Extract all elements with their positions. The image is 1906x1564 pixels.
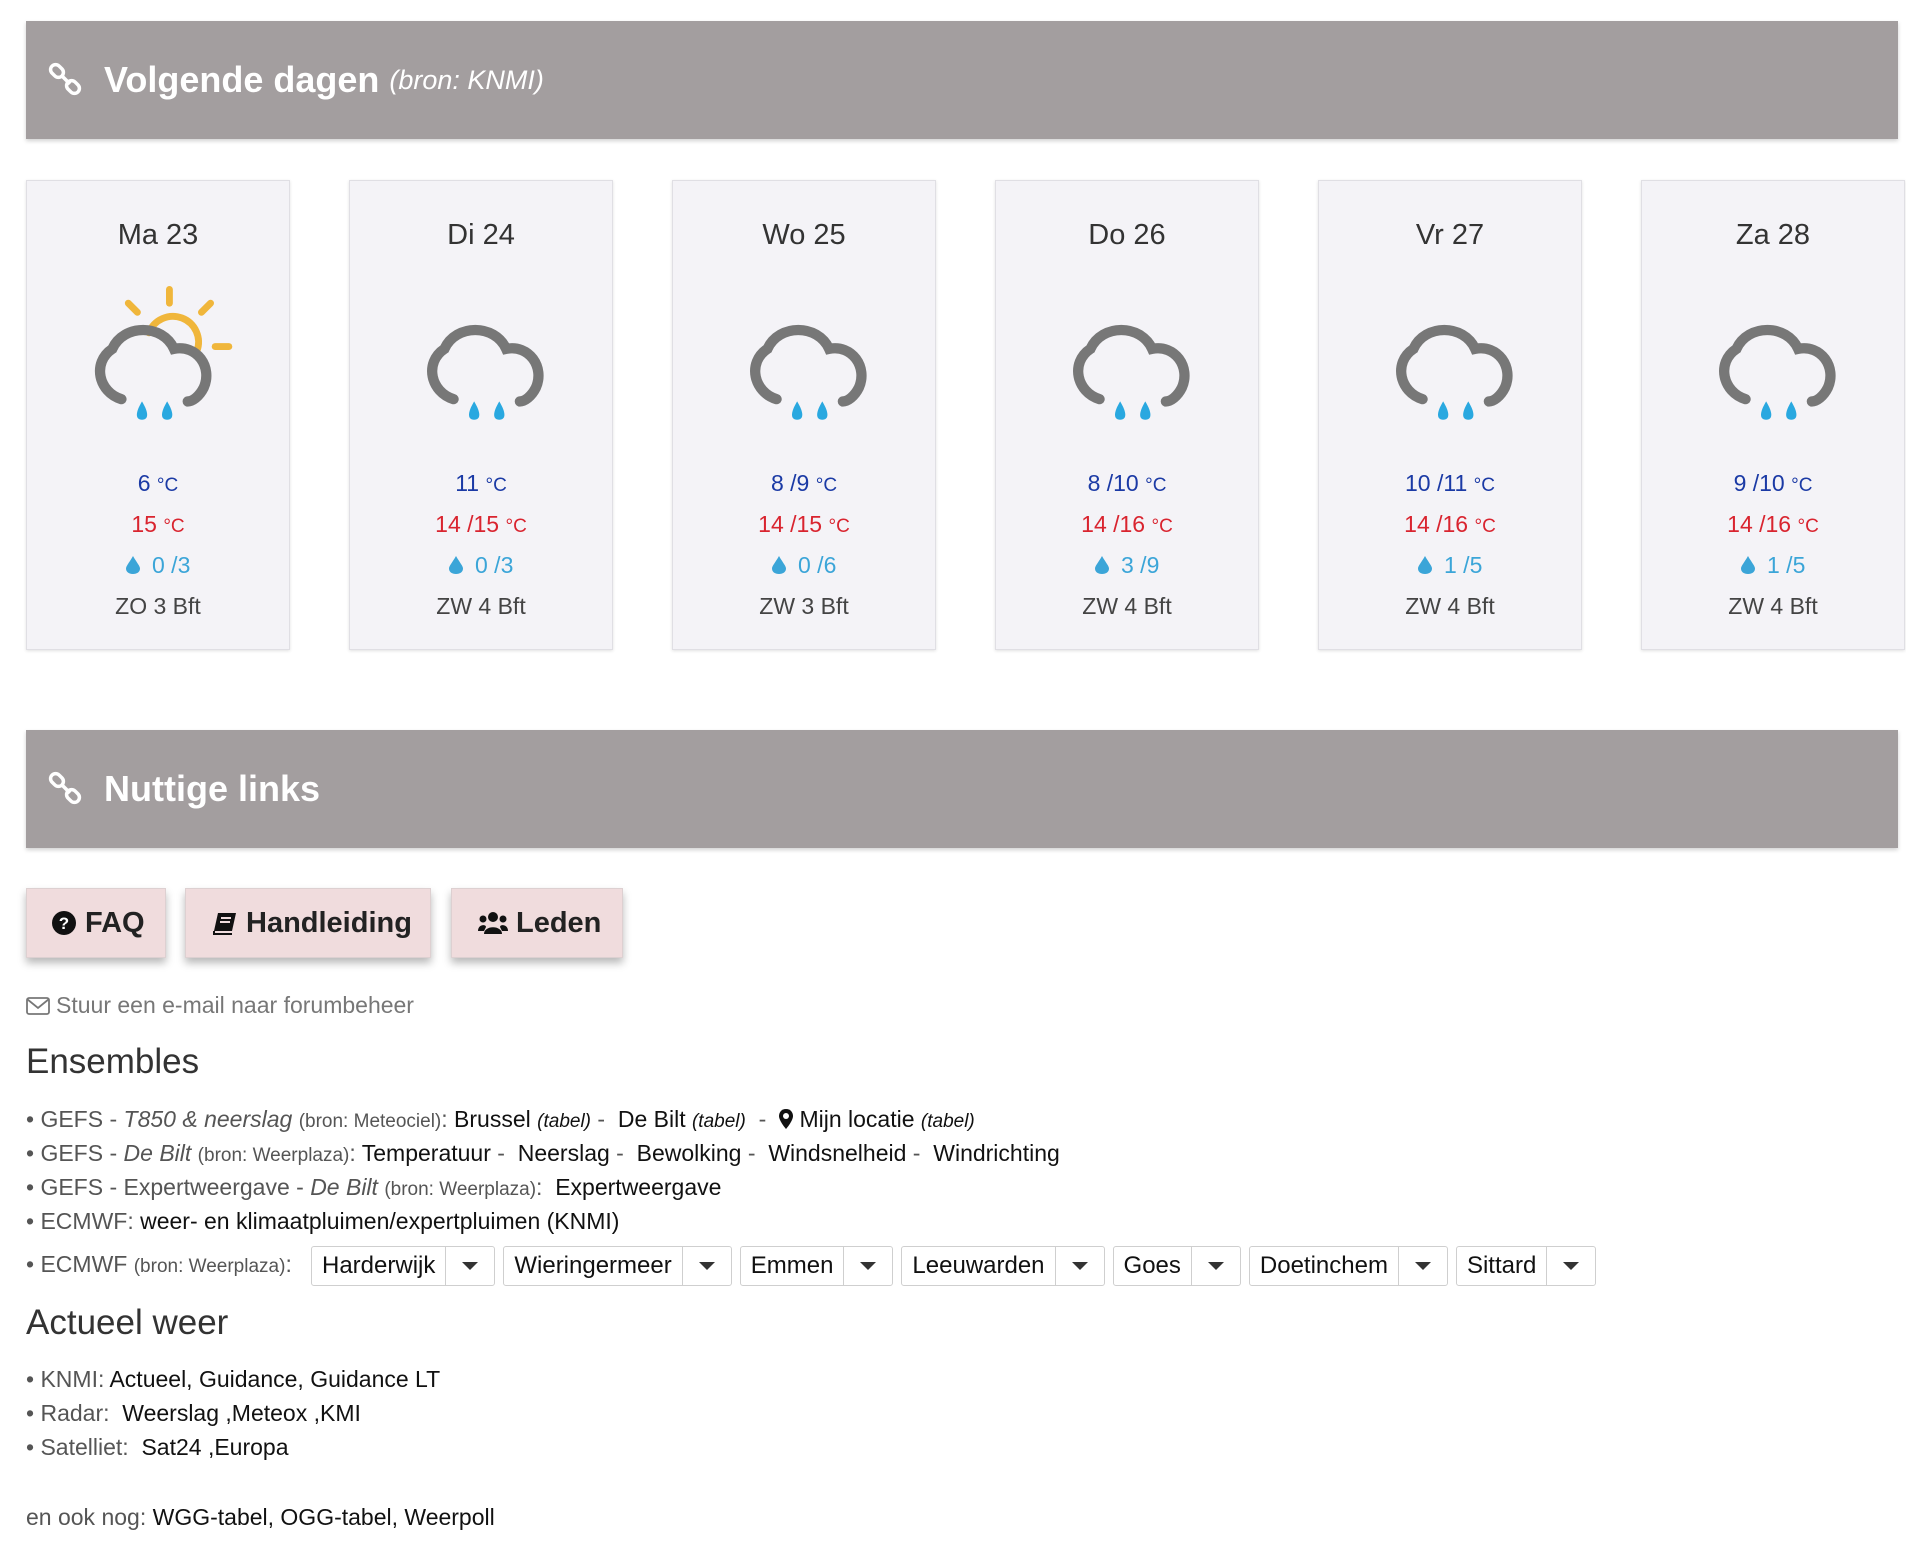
rain-value: 0 /6 [798, 552, 837, 578]
station-label[interactable]: Leeuwarden [912, 1251, 1045, 1279]
envelope-icon [26, 997, 50, 1015]
satelliet-label: Satelliet [40, 1434, 123, 1460]
caret-down-icon [860, 1262, 876, 1270]
rain [350, 552, 612, 579]
forecast-card [995, 180, 1259, 650]
temp-unit: °C [1797, 516, 1819, 537]
temp-max-value: 14 /15 [758, 511, 823, 537]
station-label[interactable]: Sittard [1466, 1251, 1537, 1279]
day-label: Vr 27 [1415, 219, 1485, 251]
partly-sunny-rain-icon [78, 278, 238, 438]
temp-min [1319, 470, 1581, 497]
temp-max-value: 14 /16 [1727, 511, 1792, 537]
station-dropdown[interactable] [1113, 1246, 1241, 1286]
station-dropdown[interactable] [311, 1246, 495, 1286]
water-drop-icon [449, 556, 463, 574]
forecast-title: Volgende dagen [104, 59, 380, 100]
wind: ZO 3 Bft [115, 593, 201, 619]
windrichting-link[interactable]: Windrichting [933, 1140, 1060, 1166]
dropdown-toggle[interactable] [1191, 1247, 1240, 1285]
temp-max-value: 14 /15 [435, 511, 500, 537]
wind: ZW 4 Bft [1082, 593, 1172, 619]
forecast-card [349, 180, 613, 650]
temp-unit: °C [1145, 475, 1167, 496]
temperatuur-link[interactable]: Temperatuur [361, 1140, 491, 1166]
temp-max [673, 511, 935, 538]
manual-button[interactable] [185, 888, 431, 958]
temp-min [27, 470, 289, 497]
ensembles-line-gefs-debilt: • GEFS - De Bilt (bron: Weerplaza): Temperatuur - Neerslag - Bewolking - Windsnelheid - Windrichting [26, 1140, 1060, 1166]
temp-min [673, 470, 935, 497]
temp-min-value: 8 /9 [770, 470, 810, 496]
station-label[interactable]: Wieringermeer [514, 1251, 672, 1279]
forecast-source: (bron: KNMI) [389, 64, 544, 95]
temp-min-value: 10 /11 [1405, 470, 1468, 496]
place-text: De Bilt [310, 1174, 378, 1200]
rain-value: 0 /3 [475, 552, 514, 578]
station-dropdown[interactable] [1456, 1246, 1596, 1286]
source-text: (bron: Meteociel) [298, 1111, 442, 1132]
station-dropdown[interactable] [1249, 1246, 1448, 1286]
actueel-list [26, 1362, 440, 1464]
also-links[interactable]: WGG-tabel, OGG-tabel, Weerpoll [152, 1504, 495, 1530]
temp-min-value: 8 /10 [1087, 470, 1139, 496]
rain-value: 1 /5 [1767, 552, 1806, 578]
temp-unit: °C [156, 475, 179, 496]
topic-text: T850 & neerslag [123, 1106, 293, 1132]
day-label: Do 26 [1088, 219, 1166, 251]
wind: ZW 4 Bft [436, 593, 526, 619]
rain [1642, 552, 1904, 579]
temp-min [996, 470, 1258, 497]
rain-value: 1 /5 [1444, 552, 1483, 578]
dropdown-toggle[interactable] [1055, 1247, 1104, 1285]
temp-max-value: 14 /16 [1081, 511, 1146, 537]
dropdown-toggle[interactable] [445, 1247, 494, 1285]
water-drop-icon [1418, 556, 1432, 574]
forecast-card [1641, 180, 1905, 650]
station-dropdown[interactable] [901, 1246, 1104, 1286]
radar-label: Radar [40, 1400, 104, 1426]
station-dropdown[interactable] [740, 1246, 894, 1286]
brussel-link[interactable]: Brussel [454, 1106, 531, 1132]
members-button[interactable] [451, 888, 623, 958]
ensembles-line-ecmwf-knmi: • ECMWF: weer- en klimaatpluimen/expertpluimen (KNMI) [26, 1208, 620, 1234]
source-text: (bron: Weerplaza) [197, 1145, 350, 1166]
dropdown-toggle[interactable] [843, 1247, 892, 1285]
actueel-title: Actueel weer [26, 1303, 229, 1342]
rain-cloud-icon [724, 278, 884, 438]
day-label: Di 24 [447, 219, 515, 251]
temp-max-value: 14 /16 [1404, 511, 1469, 537]
actueel-line-satelliet: • Satelliet: Sat24 ,Europa [26, 1434, 289, 1460]
rain-cloud-icon [1693, 278, 1853, 438]
temp-unit: °C [1791, 475, 1813, 496]
manual-label: Handleiding [246, 906, 412, 939]
station-dropdown[interactable] [503, 1246, 731, 1286]
radar-links[interactable]: Weerslag ,Meteox ,KMI [122, 1400, 361, 1426]
temp-max [1319, 511, 1581, 538]
knmi-label: KNMI [40, 1366, 98, 1392]
knmi-links[interactable]: Actueel, Guidance, Guidance LT [109, 1366, 441, 1392]
dropdown-toggle[interactable] [682, 1247, 731, 1285]
forecast-header [26, 21, 1898, 139]
temp-min-value: 9 /10 [1733, 470, 1785, 496]
caret-down-icon [1563, 1262, 1579, 1270]
day-label: Za 28 [1735, 219, 1811, 251]
caret-down-icon [699, 1262, 715, 1270]
temp-min-value: 6 [137, 470, 151, 496]
ensembles-list [26, 1102, 1604, 1290]
dropdown-toggle[interactable] [1546, 1247, 1595, 1285]
temp-min [1642, 470, 1904, 497]
station-label[interactable]: Emmen [750, 1251, 834, 1279]
temp-max-value: 15 [131, 511, 157, 537]
temp-max [350, 511, 612, 538]
debilt-tabel-link[interactable]: (tabel) [691, 1111, 746, 1132]
ensembles-line-ecmwf-weerplaza: • ECMWF (bron: Weerplaza): Harderwijk Wieringermeer Emmen Leeuwarden Goes Doetinchem Sittard [26, 1238, 1604, 1290]
wind: ZW 3 Bft [759, 593, 849, 619]
temp-max [996, 511, 1258, 538]
members-label: Leden [516, 906, 602, 939]
place-text: De Bilt [123, 1140, 192, 1166]
links-title: Nuttige links [104, 768, 321, 809]
svg-text:?: ? [58, 914, 70, 933]
mail-label: Stuur een e-mail naar forumbeheer [56, 992, 414, 1018]
rain [27, 552, 289, 579]
water-drop-icon [1741, 556, 1755, 574]
book-icon [212, 911, 238, 935]
debilt-link[interactable]: De Bilt [617, 1106, 686, 1132]
forecast-card [1318, 180, 1582, 650]
also-label: en ook nog [26, 1504, 140, 1530]
mode-text: Expertweergave [123, 1174, 290, 1200]
link-icon [46, 60, 86, 100]
actueel-line-radar: • Radar: Weerslag ,Meteox ,KMI [26, 1400, 361, 1426]
map-marker-icon [779, 1109, 793, 1129]
model-name: ECMWF [40, 1208, 128, 1234]
temp-min [350, 470, 612, 497]
rain-cloud-icon [1370, 278, 1530, 438]
model-name: GEFS [40, 1174, 104, 1200]
caret-down-icon [462, 1262, 478, 1270]
day-label: Wo 25 [762, 219, 846, 251]
caret-down-icon [1208, 1262, 1224, 1270]
users-icon [478, 910, 508, 936]
forecast-cards [26, 180, 1898, 650]
source-text: (bron: Weerplaza) [384, 1179, 537, 1200]
brussel-tabel-link[interactable]: (tabel) [537, 1111, 591, 1132]
station-label[interactable]: Doetinchem [1259, 1251, 1388, 1279]
satelliet-links[interactable]: Sat24 ,Europa [141, 1434, 289, 1460]
station-dropdowns [311, 1251, 1604, 1277]
question-circle-icon [51, 910, 77, 936]
actueel-line-knmi: • KNMI: Actueel, Guidance, Guidance LT [26, 1366, 441, 1392]
caret-down-icon [1415, 1262, 1431, 1270]
caret-down-icon [1072, 1262, 1088, 1270]
station-label[interactable]: Goes [1123, 1251, 1181, 1279]
source-text: (bron: Weerplaza) [133, 1256, 286, 1277]
forecast-card [672, 180, 936, 650]
ensembles-line-gefs-expert: • GEFS - Expertweergave - De Bilt (bron: Weerplaza): Expertweergave [26, 1174, 722, 1200]
bewolking-link[interactable]: Bewolking [636, 1140, 742, 1166]
station-label[interactable]: Harderwijk [322, 1251, 436, 1279]
model-name: GEFS [40, 1140, 104, 1166]
ensembles-title: Ensembles [26, 1042, 200, 1081]
also-line [26, 1500, 495, 1534]
wind: ZW 4 Bft [1728, 593, 1818, 619]
temp-unit: °C [163, 516, 185, 537]
temp-unit: °C [1474, 516, 1496, 537]
mail-link[interactable] [26, 992, 414, 1019]
model-name: GEFS [40, 1106, 104, 1132]
day-label: Ma 23 [117, 219, 199, 251]
water-drop-icon [1095, 556, 1109, 574]
windsnelheid-link[interactable]: Windsnelheid [768, 1140, 907, 1166]
rain-value: 3 /9 [1121, 552, 1160, 578]
faq-label: FAQ [85, 906, 145, 939]
rain-cloud-icon [1047, 278, 1207, 438]
faq-button[interactable] [26, 888, 166, 958]
temp-unit: °C [828, 516, 850, 537]
neerslag-link[interactable]: Neerslag [517, 1140, 610, 1166]
location-tabel-link[interactable]: (tabel) [920, 1111, 975, 1132]
ensembles-line-gefs-t850: • GEFS - T850 & neerslag (bron: Meteociel): Brussel (tabel) - De Bilt (tabel) - Mijn locatie (tabel) [26, 1106, 975, 1132]
model-name: ECMWF [40, 1251, 128, 1277]
temp-unit: °C [1151, 516, 1173, 537]
links-header [26, 730, 1898, 848]
expertweergave-link[interactable]: Expertweergave [555, 1174, 722, 1200]
rain [1319, 552, 1581, 579]
temp-unit: °C [505, 516, 527, 537]
water-drop-icon [126, 556, 140, 574]
rain-value: 0 /3 [152, 552, 191, 578]
rain [996, 552, 1258, 579]
temp-unit: °C [485, 475, 507, 496]
temp-max [27, 511, 289, 538]
also-content: en ook nog: WGG-tabel, OGG-tabel, Weerpoll [26, 1504, 495, 1530]
dropdown-toggle[interactable] [1398, 1247, 1447, 1285]
rain-cloud-icon [401, 278, 561, 438]
wind: ZW 4 Bft [1405, 593, 1495, 619]
forecast-card [26, 180, 290, 650]
temp-max [1642, 511, 1904, 538]
knmi-pluimen-link[interactable]: weer- en klimaatpluimen/expertpluimen (KNMI) [140, 1208, 620, 1234]
temp-unit: °C [1473, 475, 1495, 496]
link-icon [46, 769, 86, 809]
my-location-link[interactable]: Mijn locatie [799, 1106, 915, 1132]
water-drop-icon [772, 556, 786, 574]
temp-unit: °C [815, 475, 838, 496]
temp-min-value: 11 [455, 470, 480, 496]
rain [673, 552, 935, 579]
